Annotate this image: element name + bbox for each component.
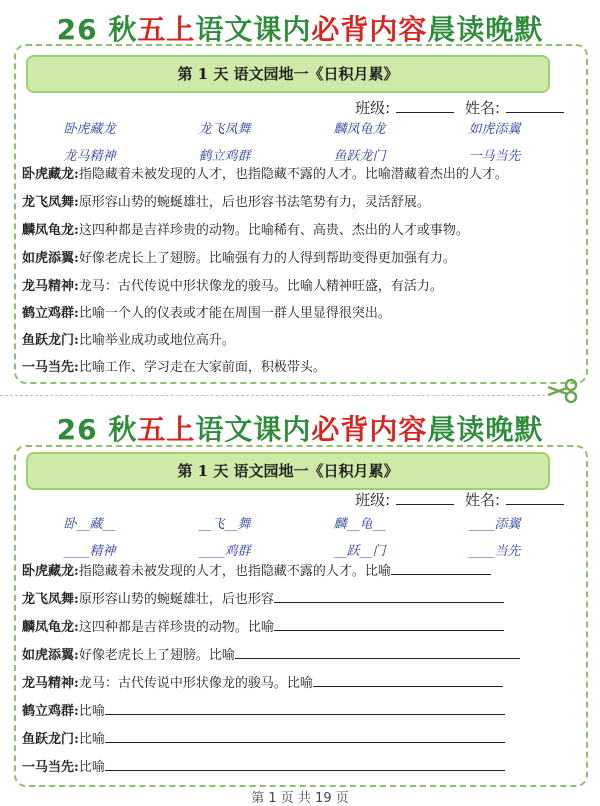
idiom-blank[interactable]: ____添翼 [468, 517, 521, 532]
title-part1: 26 秋 [56, 13, 138, 46]
class-blank[interactable] [396, 98, 454, 113]
definition: 原形容山势的蜿蜒雄壮，后也形容书法笔势有力，灵活舒展。 [78, 195, 430, 210]
prompt: 这四种都是吉祥珍贵的动物。比喻 [78, 620, 274, 635]
idiom: 龙马精神 [63, 149, 116, 164]
class-label: 班级: [355, 491, 391, 509]
top-row [22, 191, 562, 210]
prompt: 比喻 [78, 760, 105, 775]
definition: 比喻举业成功或地位高升。 [78, 333, 235, 348]
term: 如虎添翼: [22, 251, 79, 266]
prompt: 龙马：古代传说中形状像龙的骏马。比喻 [78, 676, 313, 691]
bottom-class-name-line [355, 489, 570, 510]
name-label: 姓名: [464, 491, 500, 509]
term: 鱼跃龙门: [22, 333, 79, 348]
title-part4: 必背内容 [311, 13, 428, 46]
prompt: 原形容山势的蜿蜒雄壮，后也形容 [78, 592, 274, 607]
idiom: 鹤立鸡群 [198, 149, 251, 164]
name-label: 姓名: [464, 99, 500, 117]
answer-blank[interactable] [313, 674, 503, 687]
definition: 指隐藏着未被发现的人才，也指隐藏不露的人才。比喻潜藏着杰出的人才。 [78, 167, 508, 182]
prompt: 比喻 [78, 732, 105, 747]
top-row [22, 275, 562, 294]
idiom-blank[interactable]: ____当先 [468, 544, 521, 559]
bottom-row [22, 700, 562, 719]
title-part2: 五上 [137, 413, 196, 446]
prompt: 比喻 [78, 704, 105, 719]
top-banner: 第 1 天 语文园地一《日积月累》 [26, 55, 550, 93]
definition: 比喻工作、学习走在大家前面，积极带头。 [78, 360, 326, 375]
title-part2: 五上 [137, 13, 196, 46]
idiom-blank[interactable]: ____精神 [63, 544, 116, 559]
top-class-name-line [355, 97, 570, 118]
term: 龙飞凤舞: [22, 592, 79, 607]
top-row [22, 219, 562, 238]
answer-blank[interactable] [235, 646, 520, 659]
term: 一马当先: [22, 760, 79, 775]
bottom-blank-grid [22, 513, 562, 559]
name-blank[interactable] [506, 490, 564, 505]
idiom: 麟凤龟龙 [333, 122, 386, 137]
bottom-row [22, 756, 562, 775]
top-idiom-grid [22, 118, 562, 164]
answer-blank[interactable] [105, 730, 505, 743]
idiom-blank[interactable]: __飞__舞 [198, 517, 251, 532]
idiom-blank[interactable]: 麟__龟__ [333, 517, 386, 532]
top-title [0, 8, 600, 48]
term: 一马当先: [22, 360, 79, 375]
bottom-row [22, 644, 562, 663]
prompt: 指隐藏着未被发现的人才，也指隐藏不露的人才。比喻 [78, 564, 391, 579]
definition: 比喻一个人的仪表或才能在周围一群人里显得很突出。 [78, 306, 391, 321]
title-part4: 必背内容 [311, 413, 428, 446]
idiom: 卧虎藏龙 [63, 122, 116, 137]
bottom-row [22, 672, 562, 691]
term: 鹤立鸡群: [22, 704, 79, 719]
term: 卧虎藏龙: [22, 564, 79, 579]
definition: 龙马：古代传说中形状像龙的骏马。比喻人精神旺盛，有活力。 [78, 279, 443, 294]
term: 麟凤龟龙: [22, 620, 79, 635]
term: 龙飞凤舞: [22, 195, 79, 210]
top-row [22, 329, 562, 348]
idiom: 如虎添翼 [468, 122, 521, 137]
bottom-row [22, 616, 562, 635]
term: 鹤立鸡群: [22, 306, 79, 321]
idiom-blank[interactable]: __跃__门 [333, 544, 386, 559]
idiom: 一马当先 [468, 149, 521, 164]
title-part1: 26 秋 [56, 413, 138, 446]
bottom-banner: 第 1 天 语文园地一《日积月累》 [26, 452, 550, 490]
idiom: 鱼跃龙门 [333, 149, 386, 164]
term: 鱼跃龙门: [22, 732, 79, 747]
term: 如虎添翼: [22, 648, 79, 663]
title-part5: 晨读晚默 [427, 13, 544, 46]
bottom-title [0, 408, 600, 448]
idiom-blank[interactable]: ____鸡群 [198, 544, 251, 559]
scissors-icon [545, 378, 579, 404]
definition: 这四种都是吉祥珍贵的动物。比喻稀有、高贵、杰出的人才或事物。 [78, 223, 469, 238]
title-part3: 语文课内 [195, 13, 312, 46]
term: 麟凤龟龙: [22, 223, 79, 238]
cut-line [0, 395, 545, 396]
title-part3: 语文课内 [195, 413, 312, 446]
title-part5: 晨读晚默 [427, 413, 544, 446]
bottom-row [22, 728, 562, 747]
definition: 好像老虎长上了翅膀。比喻强有力的人得到帮助变得更加强有力。 [78, 251, 456, 266]
top-row [22, 163, 562, 182]
answer-blank[interactable] [274, 618, 504, 631]
idiom: 龙飞凤舞 [198, 122, 251, 137]
term: 卧虎藏龙: [22, 167, 79, 182]
class-blank[interactable] [396, 490, 454, 505]
idiom-blank[interactable]: 卧__藏__ [63, 517, 116, 532]
answer-blank[interactable] [105, 702, 505, 715]
prompt: 好像老虎长上了翅膀。比喻 [78, 648, 235, 663]
top-row [22, 302, 562, 321]
term: 龙马精神: [22, 279, 79, 294]
answer-blank[interactable] [105, 758, 505, 771]
answer-blank[interactable] [274, 590, 504, 603]
class-label: 班级: [355, 99, 391, 117]
term: 龙马精神: [22, 676, 79, 691]
answer-blank[interactable] [391, 562, 491, 575]
name-blank[interactable] [506, 98, 564, 113]
bottom-row [22, 560, 562, 579]
top-row [22, 247, 562, 266]
top-row [22, 356, 562, 375]
page-footer: 第 1 页 共 19 页 [251, 791, 349, 806]
bottom-row [22, 588, 562, 607]
